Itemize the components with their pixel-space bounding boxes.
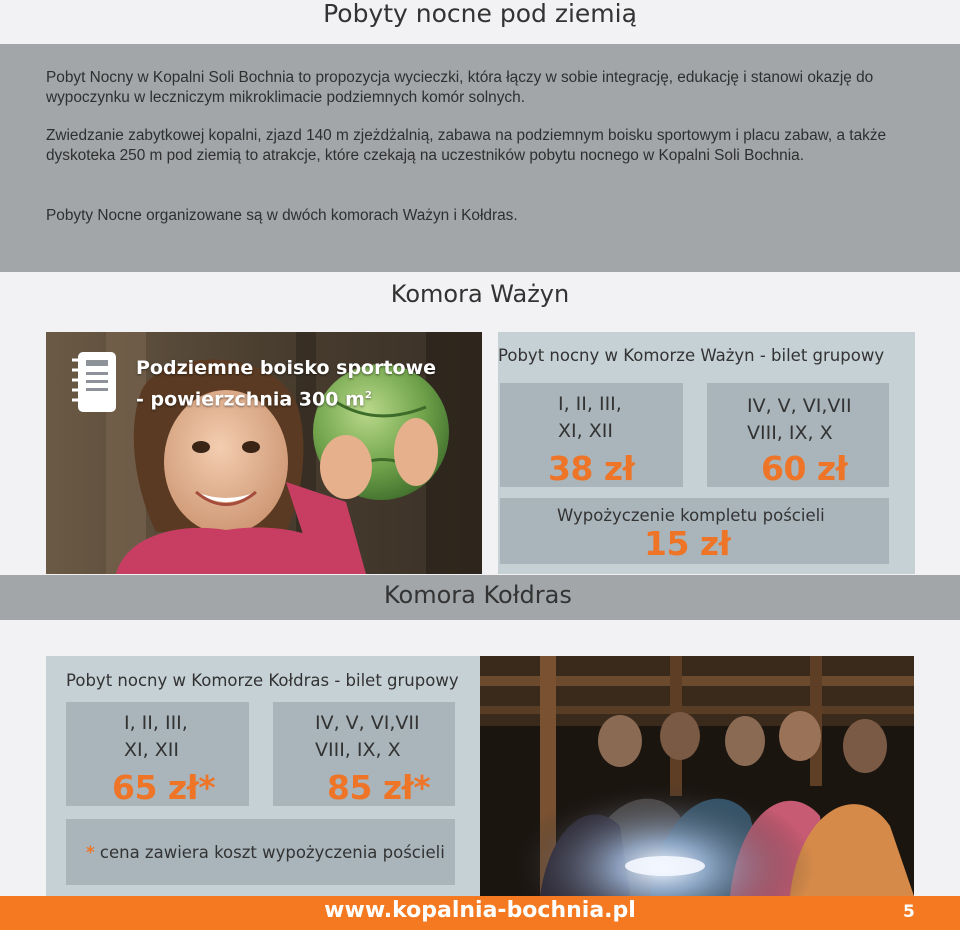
bedding-rental-price: 15 zł	[644, 524, 731, 563]
bedding-rental-box	[500, 498, 889, 564]
wazyn-high-season-price: 60 zł	[761, 449, 848, 488]
photo-caption-line-1: Podziemne boisko sportowe	[136, 357, 437, 379]
koldras-section-band	[0, 575, 960, 620]
footer-bar	[0, 896, 960, 930]
koldras-low-season-months: I, II, III, XI, XII	[124, 712, 188, 761]
sports-field-photo	[46, 332, 482, 574]
koldras-high-season-months: IV, V, VI,VII VIII, IX, X	[315, 712, 420, 761]
children-with-lamp-image	[480, 656, 914, 896]
koldras-high-season-box	[273, 702, 455, 806]
wazyn-low-season-months: I, II, III, XI, XII	[558, 393, 622, 442]
page-number: 5	[903, 902, 915, 922]
wazyn-high-season-box	[707, 383, 889, 487]
intro-paragraph-3: Pobyty Nocne organizowane są w dwóch komorach Ważyn i Kołdras.	[46, 207, 518, 224]
koldras-ticket-heading: Pobyt nocny w Komorze Kołdras - bilet grupowy	[66, 671, 459, 690]
notebook-icon	[68, 350, 118, 414]
wazyn-low-season-box	[500, 383, 683, 487]
intro-paragraph-1: Pobyt Nocny w Kopalni Soli Bochnia to propozycja wycieczki, która łączy w sobie integrację, edukację i stanowi okazję do wypoczynku w leczniczym mikroklimacie podziemnych komór solnych.	[46, 69, 874, 106]
koldras-chamber-photo	[480, 656, 914, 896]
wazyn-high-season-months: IV, V, VI,VII VIII, IX, X	[747, 395, 852, 444]
koldras-section-title-text: Komora Kołdras	[384, 581, 572, 609]
wazyn-section-title: Komora Ważyn	[390, 280, 570, 308]
intro-section	[0, 44, 960, 272]
page-title: Pobyty nocne pod ziemią	[323, 0, 637, 28]
website-link[interactable]: www.kopalnia-bochnia.pl	[324, 898, 636, 923]
note-asterisk: *	[86, 843, 95, 862]
bedding-rental-label: Wypożyczenie kompletu pościeli	[557, 506, 825, 525]
koldras-low-season-box	[66, 702, 249, 806]
photo-caption	[136, 354, 436, 413]
koldras-pricing-panel	[46, 656, 480, 896]
wazyn-low-season-price: 38 zł	[548, 449, 635, 488]
wazyn-ticket-heading: Pobyt nocny w Komorze Ważyn - bilet grupowy	[498, 346, 885, 365]
wazyn-pricing-panel	[498, 332, 915, 574]
bedding-note-box	[66, 819, 455, 885]
bedding-note	[86, 843, 445, 862]
intro-paragraph-2: Zwiedzanie zabytkowej kopalni, zjazd 140 m zjeżdżalnią, zabawa na podziemnym boisku sportowym i placu zabaw, a także dyskoteka 250 m pod ziemią to atrakcje, które czekają na uczestników pobytu nocnego w Kopalni Soli Bochnia.	[46, 127, 887, 164]
note-text: cena zawiera koszt wypożyczenia pościeli	[94, 843, 445, 862]
koldras-low-season-price: 65 zł*	[112, 768, 216, 807]
photo-caption-line-2: - powierzchnia 300 $m^2$	[136, 388, 372, 411]
koldras-high-season-price: 85 zł*	[327, 768, 431, 807]
